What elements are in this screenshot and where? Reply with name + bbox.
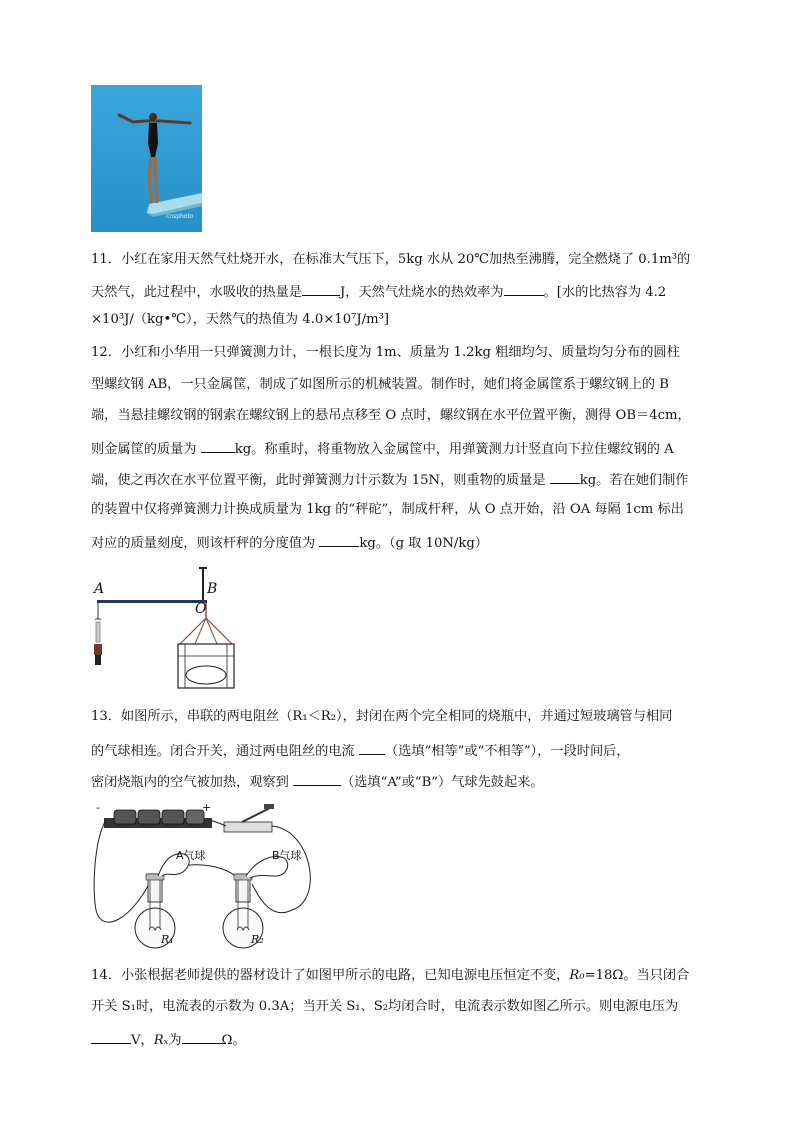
q14-line1 bbox=[91, 967, 689, 985]
q12-blank-basket-mass[interactable] bbox=[201, 438, 235, 453]
q12-text-4b: kg。称重时，将重物放入金属筐中，用弹簧测力计竖直向下拉住螺纹钢的 A bbox=[234, 442, 674, 457]
q12-line2: 型螺纹钢 AB，一只金属筐，制成了如图所示的机械装置。制作时，她们将金属筐系于螺纹钢上的 B bbox=[91, 377, 669, 392]
battery-plus-label: + bbox=[202, 801, 212, 814]
q13-line3 bbox=[91, 771, 544, 792]
balloon-b-label: B气球 bbox=[272, 849, 302, 862]
q13-text-3a: 密闭烧瓶内的空气被加热，观察到 bbox=[91, 775, 294, 790]
q14-text-3c: 为 bbox=[168, 1033, 182, 1048]
q13-line2 bbox=[91, 740, 630, 761]
q11-blank-heat[interactable] bbox=[302, 281, 340, 296]
label-O: O bbox=[195, 601, 207, 617]
q14-rx-symbol: Rₓ bbox=[153, 1033, 169, 1048]
lever-figure bbox=[85, 560, 285, 695]
q14-text-3a: V， bbox=[131, 1033, 154, 1048]
circuit-figure bbox=[92, 800, 322, 955]
q11-text-c: 。[水的比热容为 4.2 bbox=[543, 285, 667, 300]
q12-line6: 的装置中仅将弹簧测力计换成质量为 1kg 的“秤砣”，制成杆秤，从 O 点开始，沿 OA 每隔 1cm 标出 bbox=[91, 502, 684, 517]
q14-line2: 开关 S₁时，电流表的示数为 0.3A；当开关 S₁、S₂均闭合时，电流表示数如图乙所示。则电源电压为 bbox=[91, 999, 679, 1014]
photo-watermark: cnsphoto bbox=[166, 213, 194, 220]
q12-text-7b: kg。（g 取 10N/kg） bbox=[359, 536, 488, 551]
q12-line3: 端，当悬挂螺纹钢的钢索在螺纹钢上的悬吊点移至 O 点时，螺纹钢在水平位置平衡，测得 OB＝4cm， bbox=[91, 408, 691, 423]
q12-blank-division[interactable] bbox=[319, 532, 359, 547]
q14-r0-symbol: R₀ bbox=[569, 968, 585, 983]
q12-text-5a: 端，使之再次在水平位置平衡，此时弹簧测力计示数为 15N，则重物的质量是 bbox=[91, 473, 550, 488]
q14-text-1a: 14．小张根据老师提供的器材设计了如图甲所示的电路，已知电源电压恒定不变， bbox=[91, 968, 570, 983]
label-B: B bbox=[207, 581, 218, 597]
q12-line1: 12．小红和小华用一只弹簧测力计，一根长度为 1m、质量为 1.2kg 粗细均匀、质量均匀分布的圆柱 bbox=[91, 345, 680, 360]
q14-text-1c: =18Ω。当只闭合 bbox=[584, 968, 690, 983]
q11-line1: 11．小红在家用天然气灶烧开水，在标准大气压下，5kg 水从 20℃加热至沸腾，完全燃烧了 0.1m³的 bbox=[91, 252, 691, 267]
q14-blank-voltage[interactable] bbox=[91, 1029, 131, 1044]
q13-text-3b: （选填“A”或“B”）气球先鼓起来。 bbox=[341, 775, 544, 790]
q13-blank-current[interactable] bbox=[359, 740, 385, 755]
diver-photo bbox=[91, 85, 202, 232]
q11-line3: ×10³J/（kg•℃），天然气的热值为 4.0×10⁷J/m³] bbox=[91, 312, 390, 327]
q11-line2 bbox=[91, 281, 666, 302]
q12-line5 bbox=[91, 469, 688, 490]
q12-text-4a: 则金属筐的质量为 bbox=[91, 442, 201, 457]
label-A: A bbox=[94, 581, 105, 597]
q12-line7 bbox=[91, 532, 488, 553]
r2-label: R₂ bbox=[251, 933, 264, 946]
q13-blank-balloon[interactable] bbox=[293, 771, 341, 786]
q11-text-a: 天然气，此过程中，水吸收的热量是 bbox=[91, 285, 302, 300]
balloon-a-label: A气球 bbox=[176, 849, 206, 862]
r1-label: R₁ bbox=[161, 933, 174, 946]
q14-text-3d: Ω。 bbox=[221, 1033, 246, 1048]
q13-text-2b: （选填“相等”或“不相等”），一段时间后， bbox=[384, 744, 630, 759]
q12-blank-object-mass[interactable] bbox=[550, 469, 580, 484]
q14-line3 bbox=[91, 1029, 246, 1050]
q13-line1: 13．如图所示，串联的两电阻丝（R₁＜R₂），封闭在两个完全相同的烧瓶中，并通过短玻璃管与相同 bbox=[91, 709, 673, 724]
q13-text-2a: 的气球相连。闭合开关，通过两电阻丝的电流 bbox=[91, 744, 359, 759]
battery-minus-label: - bbox=[96, 801, 100, 814]
q12-text-5b: kg。若在她们制作 bbox=[579, 473, 689, 488]
q12-line4 bbox=[91, 438, 674, 459]
q11-text-b: J，天然气灶烧水的热效率为 bbox=[340, 285, 504, 300]
q12-text-7a: 对应的质量刻度，则该杆秤的分度值为 bbox=[91, 536, 320, 551]
q14-blank-rx[interactable] bbox=[182, 1029, 222, 1044]
q11-blank-efficiency[interactable] bbox=[504, 281, 544, 296]
